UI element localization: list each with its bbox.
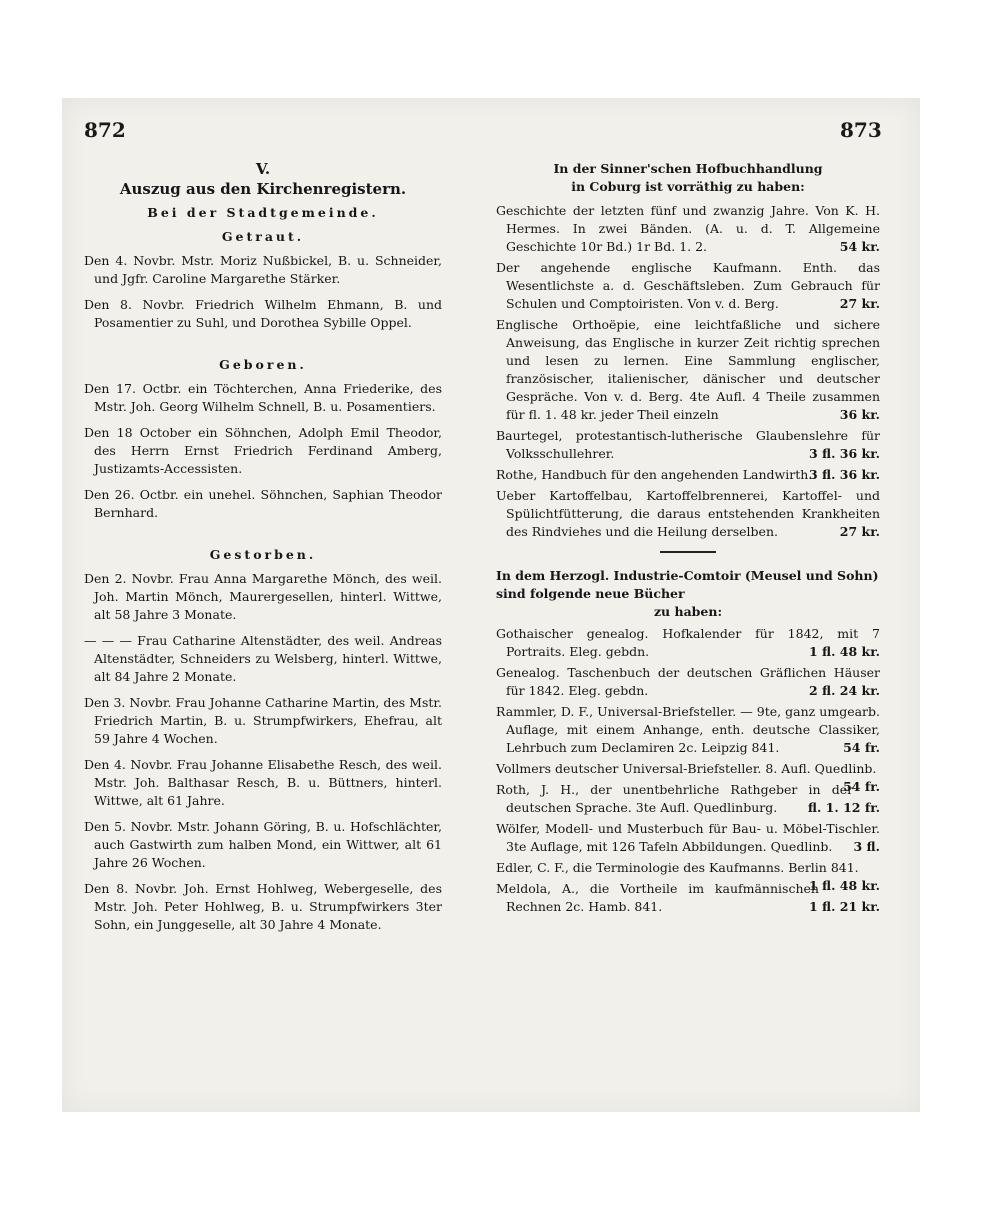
book-price: 54 kr. xyxy=(839,239,880,254)
book-text: Rothe, Handbuch für den angehenden Landwirth. xyxy=(496,467,813,482)
book-text: Geschichte der letzten fünf und zwanzig Jahre. Von K. H. Hermes. In zwei Bänden. (A. u. d. T. Allgemeine Geschichte 10r Bd.) 1r Bd. 1. 2. xyxy=(496,203,880,254)
comtoir-header-line: In dem Herzogl. Industrie-Comtoir (Meusel und Sohn) sind folgende neue Bücher xyxy=(496,568,879,601)
book-text: Rammler, D. F., Universal-Briefsteller. — 9te, ganz umgearb. Auflage, mit einem Anhange, enth. deutsche Classiker, Lehrbuch zum Declamiren 2c. Leipzig 841. xyxy=(496,704,880,755)
getraut-heading: Getraut. xyxy=(221,229,305,244)
book-text: Ueber Kartoffelbau, Kartoffelbrennerei, Kartoffel- und Spülichtfütterung, die daraus entstehenden Krankheiten des Rindviehes und die Heilung derselben. xyxy=(496,488,880,539)
gestorben-entry: Den 8. Novbr. Joh. Ernst Hohlweg, Webergeselle, des Mstr. Joh. Peter Hohlweg, B. u. Strumpfwirkers 3ter Sohn, ein Junggeselle, alt 30 Jahre 4 Monate. xyxy=(84,881,442,932)
book-price: 54 fr. xyxy=(843,740,880,755)
section-title: Auszug aus den Kirchenregistern. xyxy=(119,180,407,198)
book-listing xyxy=(496,781,880,817)
book-price: 2 fl. 24 kr. xyxy=(808,683,880,698)
book-price: 27 kr. xyxy=(839,296,880,311)
book-listing xyxy=(496,202,880,256)
page-number-left: 872 xyxy=(84,118,126,142)
book-text: Roth, J. H., der unentbehrliche Rathgeber in der deutschen Sprache. 3te Aufl. Quedlinburg. xyxy=(496,782,854,815)
gestorben-entry: Den 5. Novbr. Mstr. Johann Göring, B. u. Hofschlächter, auch Gastwirth zum halben Mond, ein Wittwer, alt 61 Jahre 26 Wochen. xyxy=(84,819,442,870)
book-text: Gothaischer genealog. Hofkalender für 1842, mit 7 Portraits. Eleg. gebdn. xyxy=(496,626,880,659)
book-listing xyxy=(496,859,880,893)
getraut-entry: Den 4. Novbr. Mstr. Moriz Nußbickel, B. u. Schneider, und Jgfr. Caroline Margarethe Stärker. xyxy=(84,253,442,286)
right-column xyxy=(496,160,880,919)
book-price: 36 kr. xyxy=(839,407,880,422)
book-price: 27 kr. xyxy=(839,524,880,539)
book-text: Edler, C. F., die Terminologie des Kaufmanns. Berlin 841. xyxy=(496,860,859,875)
book-text: Genealog. Taschenbuch der deutschen Gräflichen Häuser für 1842. Eleg. gebdn. xyxy=(496,665,880,698)
geboren-entry: Den 18 October ein Söhnchen, Adolph Emil Theodor, des Herrn Ernst Friedrich Ferdinand Amberg, Justizamts-Accessisten. xyxy=(84,425,442,476)
book-text: Meldola, A., die Vortheile im kaufmännischen Rechnen 2c. Hamb. 841. xyxy=(496,881,819,914)
book-listing xyxy=(496,820,880,856)
book-listing xyxy=(496,259,880,313)
book-text: Baurtegel, protestantisch-lutherische Glaubenslehre für Volksschullehrer. xyxy=(496,428,880,461)
book-text: Vollmers deutscher Universal-Briefsteller. 8. Aufl. Quedlinb. xyxy=(496,761,877,776)
book-price: 1 fl. 48 kr. xyxy=(808,644,880,659)
gestorben-entry: Den 3. Novbr. Frau Johanne Catharine Martin, des Mstr. Friedrich Martin, B. u. Strumpfwirkers, Ehefrau, alt 59 Jahre 4 Wochen. xyxy=(84,695,442,746)
divider-rule xyxy=(660,551,716,553)
gestorben-entry: — — — Frau Catharine Altenstädter, des weil. Andreas Altenstädter, Schneiders zu Welsberg, hinterl. Wittwe, alt 84 Jahre 2 Monate. xyxy=(84,633,442,684)
book-listing xyxy=(496,316,880,424)
book-listing xyxy=(496,703,880,757)
book-listing xyxy=(496,760,880,794)
comtoir-header xyxy=(496,567,880,621)
book-price: 3 fl. 36 kr. xyxy=(808,446,880,461)
bookshop-header: In der Sinner'schen Hofbuchhandlung xyxy=(553,161,823,176)
section-subtitle: Bei der Stadtgemeinde. xyxy=(147,205,379,220)
book-price: 54 fr. xyxy=(843,779,880,794)
book-listing xyxy=(496,487,880,541)
book-text: Wölfer, Modell- und Musterbuch für Bau- u. Möbel-Tischler. 3te Auflage, mit 126 Tafeln Abbildungen. Quedlinb. xyxy=(496,821,880,854)
geboren-entry: Den 17. Octbr. ein Töchterchen, Anna Friederike, des Mstr. Joh. Georg Wilhelm Schnell, B. u. Posamentiers. xyxy=(84,381,442,414)
book-listing xyxy=(496,427,880,463)
left-column xyxy=(84,160,442,942)
book-price: 1 fl. 21 kr. xyxy=(808,899,880,914)
gestorben-entry: Den 4. Novbr. Frau Johanne Elisabethe Resch, des weil. Mstr. Joh. Balthasar Resch, B. u. Büttners, hinterl. Wittwe, alt 61 Jahre. xyxy=(84,757,442,808)
geboren-heading: Geboren. xyxy=(219,357,307,372)
gestorben-heading: Gestorben. xyxy=(209,547,317,562)
book-price: 1 fl. 48 kr. xyxy=(808,878,880,893)
book-price: fl. 1. 12 fr. xyxy=(807,800,880,815)
page-number-right: 873 xyxy=(840,118,882,142)
book-text: Englische Orthoëpie, eine leichtfaßliche und sichere Anweisung, das Englische in kurzer Zeit richtig sprechen und lesen zu lernen. Eine Sammlung englischer, französischer, italienischer, dänischer und deutscher Gespräche. Von v. d. Berg. 4te Aufl. 4 Theile zusammen für fl. 1. 48 kr. jeder Theil einzeln xyxy=(496,317,880,422)
book-listing xyxy=(496,664,880,700)
geboren-entry: Den 26. Octbr. ein unehel. Söhnchen, Saphian Theodor Bernhard. xyxy=(84,487,442,520)
section-number: V. xyxy=(255,160,271,178)
book-price: 3 fl. 36 kr. xyxy=(808,467,880,482)
book-text: Der angehende englische Kaufmann. Enth. das Wesentlichste a. d. Geschäftsleben. Zum Gebrauch für Schulen und Comptoiristen. Von v. d. Berg. xyxy=(496,260,880,311)
bookshop-subheader: in Coburg ist vorräthig zu haben: xyxy=(571,179,805,194)
comtoir-header-sub: zu haben: xyxy=(653,604,723,619)
getraut-entry: Den 8. Novbr. Friedrich Wilhelm Ehmann, B. und Posamentier zu Suhl, und Dorothea Sybille Oppel. xyxy=(84,297,442,330)
book-price: 3 fl. xyxy=(853,839,880,854)
gestorben-entry: Den 2. Novbr. Frau Anna Margarethe Mönch, des weil. Joh. Martin Mönch, Maurergesellen, hinterl. Wittwe, alt 58 Jahre 3 Monate. xyxy=(84,571,442,622)
book-listing xyxy=(496,466,880,484)
book-listing xyxy=(496,625,880,661)
